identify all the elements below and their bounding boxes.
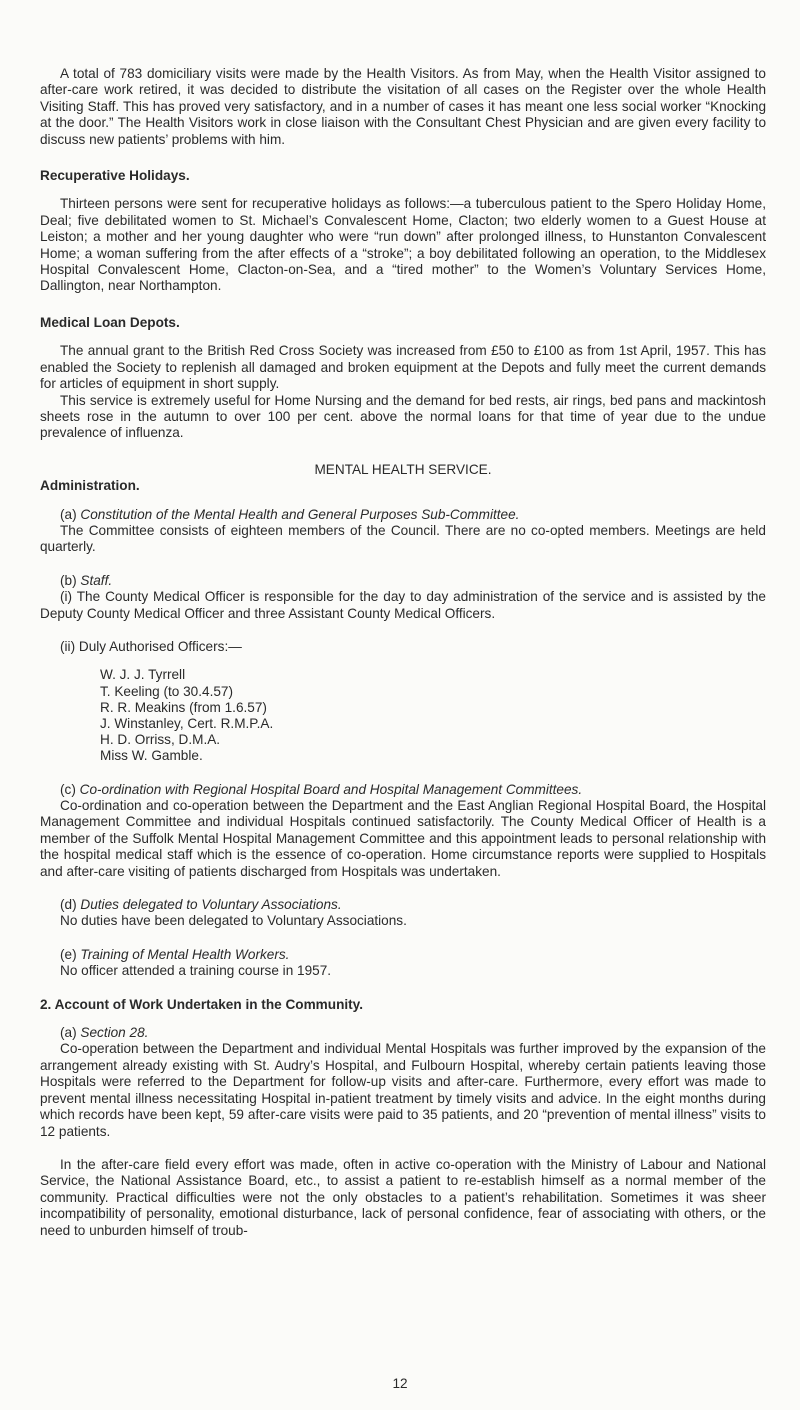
officers-list <box>40 667 766 764</box>
section-b-title <box>40 573 766 589</box>
section-a-label: (a) <box>60 506 77 522</box>
officer-name: Miss W. Gamble. <box>100 748 203 764</box>
section-a-title-text: Constitution of the Mental Health and General Purposes Sub-Committee. <box>80 506 520 522</box>
administration-heading: Administration. <box>40 478 140 494</box>
section-e-title <box>40 947 766 963</box>
section-e-title-text: Training of Mental Health Workers. <box>80 946 290 962</box>
section-e-text: No officer attended a training course in 1957. <box>60 963 332 979</box>
section-c-text: Co-ordination and co-operation between the Department and the East Anglian Regional Hospital Board, the Hospital Management Committee and individual Hospitals continued satisfactorily. The County Medical Officer of Health is a member of the Suffolk Mental Hospital Management Committee and this appointment leads to personal relationship with the hospital medical staff which is the essence of co-operation. Home circumstance reports were supplied to Hospitals and after-care visiting of patients discharged from Hospitals was undertaken. <box>40 798 766 879</box>
section-e-label: (e) <box>60 946 77 962</box>
officer-name: R. R. Meakins (from 1.6.57) <box>100 699 267 715</box>
section-a-text: The Committee consists of eighteen members of the Council. There are no co-opted members. Meetings are held quarterly. <box>40 522 766 555</box>
document-page <box>40 66 766 1239</box>
officer-name: T. Keeling (to 30.4.57) <box>100 683 233 699</box>
section-d-text: No duties have been delegated to Voluntary Associations. <box>60 913 407 929</box>
section-b-title-text: Staff. <box>80 572 113 588</box>
intro-paragraph: A total of 783 domiciliary visits were made by the Health Visitors. As from May, when the Health Visitor assigned to after-care work retired, it was decided to distribute the visitation of all cases on the Register over the whole Health Visiting Staff. This has proved very satisfactory, and in a number of cases it has meant one less social worker “Knocking at the door.” The Health Visitors work in close liaison with the Consultant Chest Physician and are given every facility to discuss new patients’ problems with him. <box>40 66 766 147</box>
section-d-label: (d) <box>60 897 77 913</box>
officer-name: W. J. J. Tyrrell <box>100 667 186 683</box>
section-b-ii: (ii) Duly Authorised Officers:— <box>60 638 242 654</box>
loan-heading: Medical Loan Depots. <box>40 314 180 330</box>
officer-name: H. D. Orriss, D.M.A. <box>100 732 221 748</box>
section-a-title <box>40 507 766 523</box>
community-a-label: (a) <box>60 1025 77 1041</box>
page-number: 12 <box>392 1376 408 1391</box>
section-c-title <box>40 782 766 798</box>
section-c-label: (c) <box>60 781 76 797</box>
community-a-title <box>40 1025 766 1041</box>
section-d-title-text: Duties delegated to Voluntary Associations. <box>80 897 342 913</box>
loan-paragraph-1: The annual grant to the British Red Cross Society was increased from £50 to £100 as from 1st April, 1957. This has enabled the Society to replenish all damaged and broken equipment at the Depots and fully meet the current demands for articles of equipment in short supply. <box>40 343 766 392</box>
community-heading: 2. Account of Work Undertaken in the Community. <box>40 996 364 1012</box>
community-paragraph-1: Co-operation between the Department and individual Mental Hospitals was further improved by the expansion of the arrangement already existing with St. Audry’s Hospital, and Fulbourn Hospital, whereby certain patients leaving those Hospitals were referred to the Department for follow-up visits and after-care. Furthermore, every effort was made to prevent mental illness necessitating Hospital in-patient treatment by timely visits and advice. In the eight months during which records have been kept, 59 after-care visits were paid to 35 patients, and 20 “prevention of mental illness” visits to 12 patients. <box>40 1041 766 1139</box>
section-b-i: (i) The County Medical Officer is responsible for the day to day administration of the service and is assisted by the Deputy County Medical Officer and three Assistant County Medical Officers. <box>40 589 766 621</box>
recuperative-paragraph: Thirteen persons were sent for recuperative holidays as follows:—a tuberculous patient to the Spero Holiday Home, Deal; five debilitated women to St. Michael’s Convalescent Home, Clacton; two elderly women to a Guest House at Leiston; a mother and her young daughter who were “run down” after prolonged illness, to Hunstanton Convalescent Home; a woman suffering from the after effects of a “stroke”; a boy debilitated following an operation, to the Middlesex Hospital Convalescent Home, Clacton-on-Sea, and a “tired mother” to the Women’s Voluntary Services Home, Dallington, near Northampton. <box>40 196 766 294</box>
community-paragraph-2: In the after-care field every effort was made, often in active co-operation with the Ministry of Labour and National Service, the National Assistance Board, etc., to assist a patient to re-establish himself as a normal member of the community. Practical difficulties were not the only obstacles to a patient’s rehabilitation. Sometimes it was sheer incompatibility of personality, emotional disturbance, lack of personal confidence, fear of associating with others, or the need to unburden himself of troub- <box>40 1156 766 1238</box>
section-d-title <box>40 897 766 913</box>
recuperative-heading: Recuperative Holidays. <box>40 168 190 184</box>
section-b-label: (b) <box>60 572 77 588</box>
loan-paragraph-2: This service is extremely useful for Home Nursing and the demand for bed rests, air rings, bed pans and mackintosh sheets rose in the autumn to over 100 per cent. above the normal loans for that time of year due to the undue prevalence of influenza. <box>40 392 766 441</box>
section-c-title-text: Co-ordination with Regional Hospital Board and Hospital Management Committees. <box>79 781 583 797</box>
officer-name: J. Winstanley, Cert. R.M.P.A. <box>100 715 274 731</box>
community-a-title-text: Section 28. <box>80 1025 149 1041</box>
mental-health-title: MENTAL HEALTH SERVICE. <box>314 461 492 477</box>
